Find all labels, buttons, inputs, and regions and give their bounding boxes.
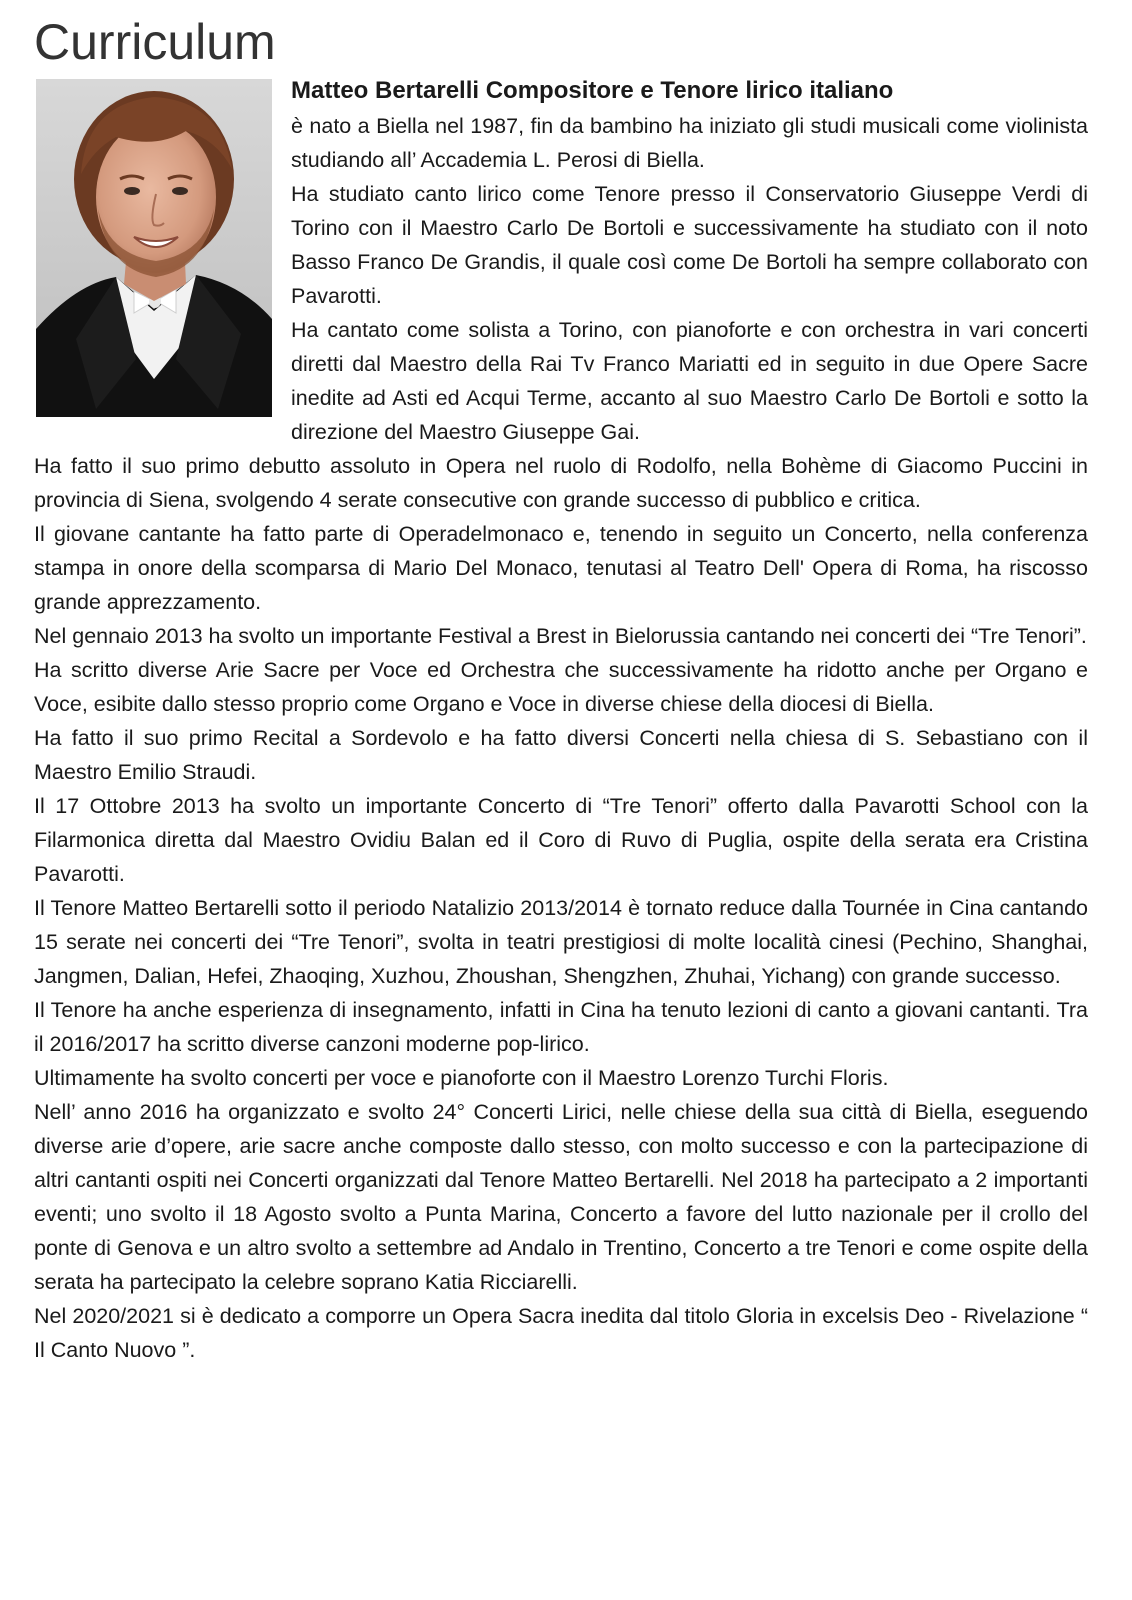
biography-heading: Matteo Bertarelli Compositore e Tenore lirico italiano xyxy=(291,77,894,104)
photo-spacer xyxy=(34,75,291,427)
biography-paragraph: Nell’ anno 2016 ha organizzato e svolto 24° Concerti Lirici, nelle chiese della sua città di Biella, eseguendo diverse arie d’opere, arie sacre anche composte dallo stesso, con molto successo e con la partecipazione di altri cantanti ospiti nei Concerti organizzati dal Tenore Matteo Bertarelli. Nel 2018 ha partecipato a 2 importanti eventi; uno svolto il 18 Agosto svolto a Punta Marina, Concerto a favore del lutto nazionale per il crollo del ponte di Genova e un altro svolto a settembre ad Andalo in Trentino, Concerto a tre Tenori e come ospite della serata ha partecipato la celebre soprano Katia Ricciarelli. xyxy=(34,1100,1088,1294)
biography-paragraph: è nato a Biella nel 1987, fin da bambino ha iniziato gli studi musicali come violinista studiando all’ Accademia L. Perosi di Biella. xyxy=(291,114,1088,172)
biography-paragraph: Ha fatto il suo primo debutto assoluto in Opera nel ruolo di Rodolfo, nella Bohème di Giacomo Puccini in provincia di Siena, svolgendo 4 serate consecutive con grande successo di pubblico e critica. xyxy=(34,454,1088,512)
biography-paragraph: Nel 2020/2021 si è dedicato a comporre un Opera Sacra inedita dal titolo Gloria in excelsis Deo - Rivelazione “ Il Canto Nuovo ”. xyxy=(34,1304,1088,1362)
biography-paragraph: Ultimamente ha svolto concerti per voce e pianoforte con il Maestro Lorenzo Turchi Floris. xyxy=(34,1066,889,1090)
biography-paragraph: Ha fatto il suo primo Recital a Sordevolo e ha fatto diversi Concerti nella chiesa di S. Sebastiano con il Maestro Emilio Straudi. xyxy=(34,726,1088,784)
biography-paragraph: Il Tenore Matteo Bertarelli sotto il periodo Natalizio 2013/2014 è tornato reduce dalla Tournée in Cina cantando 15 serate nei concerti dei “Tre Tenori”, svolta in teatri prestigiosi di molte località cinesi (Pechino, Shanghai, Jangmen, Dalian, Hefei, Zhaoqing, Xuzhou, Zhoushan, Shengzhen, Zhuhai, Yichang) con grande successo. xyxy=(34,896,1088,988)
biography-paragraph: Ha studiato canto lirico come Tenore presso il Conservatorio Giuseppe Verdi di Torino con il Maestro Carlo De Bortoli e successivamente ha studiato con il noto Basso Franco De Grandis, il quale così come De Bortoli ha sempre collaborato con Pavarotti. xyxy=(291,182,1088,308)
biography-paragraph: Nel gennaio 2013 ha svolto un importante Festival a Brest in Bielorussia cantando nei concerti dei “Tre Tenori”. xyxy=(34,624,1087,648)
biography-paragraph: Ha scritto diverse Arie Sacre per Voce ed Orchestra che successivamente ha ridotto anche per Organo e Voce, esibite dallo stesso proprio come Organo e Voce in diverse chiese della diocesi di Biella. xyxy=(34,658,1088,716)
page-title: Curriculum xyxy=(34,14,276,70)
biography-paragraph: Il Tenore ha anche esperienza di insegnamento, infatti in Cina ha tenuto lezioni di canto a giovani cantanti. Tra il 2016/2017 ha scritto diverse canzoni moderne pop-lirico. xyxy=(34,998,1088,1056)
biography-text xyxy=(34,75,1088,1367)
biography-paragraph: Il giovane cantante ha fatto parte di Operadelmonaco e, tenendo in seguito un Concerto, nella conferenza stampa in onore della scomparsa di Mario Del Monaco, tenutasi al Teatro Dell' Opera di Roma, ha riscosso grande apprezzamento. xyxy=(34,522,1088,614)
biography-paragraph: Il 17 Ottobre 2013 ha svolto un importante Concerto di “Tre Tenori” offerto dalla Pavarotti School con la Filarmonica diretta dal Maestro Ovidiu Balan ed il Coro di Ruvo di Puglia, ospite della serata era Cristina Pavarotti. xyxy=(34,794,1088,886)
biography-paragraph: Ha cantato come solista a Torino, con pianoforte e con orchestra in vari concerti diretti dal Maestro della Rai Tv Franco Mariatti ed in seguito in due Opere Sacre inedite ad Asti ed Acqui Terme, accanto al suo Maestro Carlo De Bortoli e sotto la direzione del Maestro Giuseppe Gai. xyxy=(291,318,1088,444)
